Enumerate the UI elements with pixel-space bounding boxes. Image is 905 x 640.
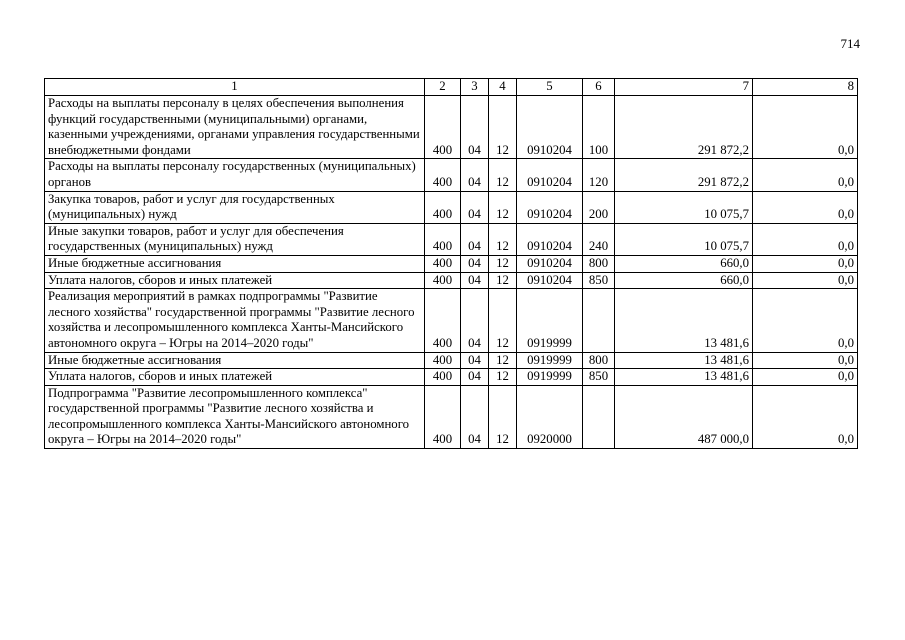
row-col7-cell: 10 075,7 (615, 223, 753, 255)
row-col4-cell: 12 (489, 272, 517, 289)
row-col6-cell: 100 (583, 96, 615, 159)
column-header-1: 1 (45, 79, 425, 96)
row-col7-cell: 13 481,6 (615, 352, 753, 369)
row-col3-cell: 04 (461, 223, 489, 255)
row-col2-cell: 400 (425, 96, 461, 159)
row-name-cell: Расходы на выплаты персоналу в целях обеспечения выполнения функций государственными (муниципальными) органами, казенными учреждениями, органами управления государственными внебюджетными фондами (45, 96, 425, 159)
table-row (45, 223, 858, 255)
row-col5-cell: 0919999 (517, 352, 583, 369)
row-name-cell: Реализация мероприятий в рамках подпрограммы "Развитие лесного хозяйства" государственной программы "Развитие лесного хозяйства и лесопромышленного комплекса Ханты-Мансийского автономного округа – Югры на 2014–2020 годы" (45, 289, 425, 352)
page-number: 714 (840, 36, 860, 51)
row-col3-cell: 04 (461, 191, 489, 223)
row-col4-cell: 12 (489, 352, 517, 369)
column-header-8: 8 (753, 79, 858, 96)
column-header-6: 6 (583, 79, 615, 96)
row-name-cell: Подпрограмма "Развитие лесопромышленного комплекса" государственной программы "Развитие лесного хозяйства и лесопромышленного комплекса Ханты-Мансийского автономного округа – Югры на 2014–2020 годы" (45, 385, 425, 448)
row-col2-cell: 400 (425, 289, 461, 352)
row-col7-cell: 660,0 (615, 272, 753, 289)
row-col5-cell: 0910204 (517, 255, 583, 272)
table-row (45, 191, 858, 223)
row-col8-cell: 0,0 (753, 96, 858, 159)
row-col6-cell: 120 (583, 159, 615, 191)
row-col8-cell: 0,0 (753, 385, 858, 448)
row-col2-cell: 400 (425, 255, 461, 272)
table-body (45, 79, 858, 449)
row-col4-cell: 12 (489, 369, 517, 386)
row-col4-cell: 12 (489, 385, 517, 448)
row-col8-cell: 0,0 (753, 191, 858, 223)
row-col6-cell (583, 385, 615, 448)
row-col5-cell: 0910204 (517, 223, 583, 255)
row-col8-cell: 0,0 (753, 159, 858, 191)
row-name-cell: Закупка товаров, работ и услуг для государственных (муниципальных) нужд (45, 191, 425, 223)
table-row (45, 255, 858, 272)
row-col5-cell: 0910204 (517, 159, 583, 191)
column-header-5: 5 (517, 79, 583, 96)
row-col4-cell: 12 (489, 96, 517, 159)
row-col5-cell: 0920000 (517, 385, 583, 448)
row-col4-cell: 12 (489, 223, 517, 255)
row-col7-cell: 660,0 (615, 255, 753, 272)
row-col6-cell: 850 (583, 272, 615, 289)
row-col4-cell: 12 (489, 191, 517, 223)
row-name-cell: Иные бюджетные ассигнования (45, 352, 425, 369)
row-col3-cell: 04 (461, 255, 489, 272)
row-col5-cell: 0910204 (517, 96, 583, 159)
row-col4-cell: 12 (489, 255, 517, 272)
row-col7-cell: 291 872,2 (615, 96, 753, 159)
row-name-cell: Иные закупки товаров, работ и услуг для обеспечения государственных (муниципальных) нужд (45, 223, 425, 255)
row-col7-cell: 13 481,6 (615, 369, 753, 386)
row-col3-cell: 04 (461, 96, 489, 159)
row-col8-cell: 0,0 (753, 289, 858, 352)
row-name-cell: Иные бюджетные ассигнования (45, 255, 425, 272)
column-header-7: 7 (615, 79, 753, 96)
row-col7-cell: 291 872,2 (615, 159, 753, 191)
column-header-3: 3 (461, 79, 489, 96)
table-row (45, 352, 858, 369)
table-row (45, 385, 858, 448)
row-col3-cell: 04 (461, 159, 489, 191)
column-header-4: 4 (489, 79, 517, 96)
row-col6-cell: 240 (583, 223, 615, 255)
row-name-cell: Уплата налогов, сборов и иных платежей (45, 369, 425, 386)
row-col6-cell (583, 289, 615, 352)
row-col8-cell: 0,0 (753, 352, 858, 369)
row-col2-cell: 400 (425, 369, 461, 386)
row-col5-cell: 0910204 (517, 272, 583, 289)
row-col3-cell: 04 (461, 385, 489, 448)
row-col5-cell: 0910204 (517, 191, 583, 223)
table-header-row (45, 79, 858, 96)
row-name-cell: Расходы на выплаты персоналу государственных (муниципальных) органов (45, 159, 425, 191)
table-row (45, 159, 858, 191)
row-col3-cell: 04 (461, 272, 489, 289)
row-col2-cell: 400 (425, 352, 461, 369)
row-col4-cell: 12 (489, 159, 517, 191)
row-col8-cell: 0,0 (753, 369, 858, 386)
row-col2-cell: 400 (425, 159, 461, 191)
table-row (45, 272, 858, 289)
row-col3-cell: 04 (461, 289, 489, 352)
row-col6-cell: 200 (583, 191, 615, 223)
row-col8-cell: 0,0 (753, 272, 858, 289)
row-col7-cell: 10 075,7 (615, 191, 753, 223)
row-col4-cell: 12 (489, 289, 517, 352)
column-header-2: 2 (425, 79, 461, 96)
row-col2-cell: 400 (425, 191, 461, 223)
table-row (45, 369, 858, 386)
row-col2-cell: 400 (425, 385, 461, 448)
table-row (45, 96, 858, 159)
row-col7-cell: 487 000,0 (615, 385, 753, 448)
row-col8-cell: 0,0 (753, 255, 858, 272)
row-col7-cell: 13 481,6 (615, 289, 753, 352)
table-row (45, 289, 858, 352)
row-col2-cell: 400 (425, 272, 461, 289)
row-col2-cell: 400 (425, 223, 461, 255)
row-col6-cell: 850 (583, 369, 615, 386)
row-col5-cell: 0919999 (517, 289, 583, 352)
row-col8-cell: 0,0 (753, 223, 858, 255)
row-col6-cell: 800 (583, 352, 615, 369)
budget-table (44, 78, 858, 449)
row-col3-cell: 04 (461, 369, 489, 386)
row-col5-cell: 0919999 (517, 369, 583, 386)
row-col6-cell: 800 (583, 255, 615, 272)
row-name-cell: Уплата налогов, сборов и иных платежей (45, 272, 425, 289)
row-col3-cell: 04 (461, 352, 489, 369)
